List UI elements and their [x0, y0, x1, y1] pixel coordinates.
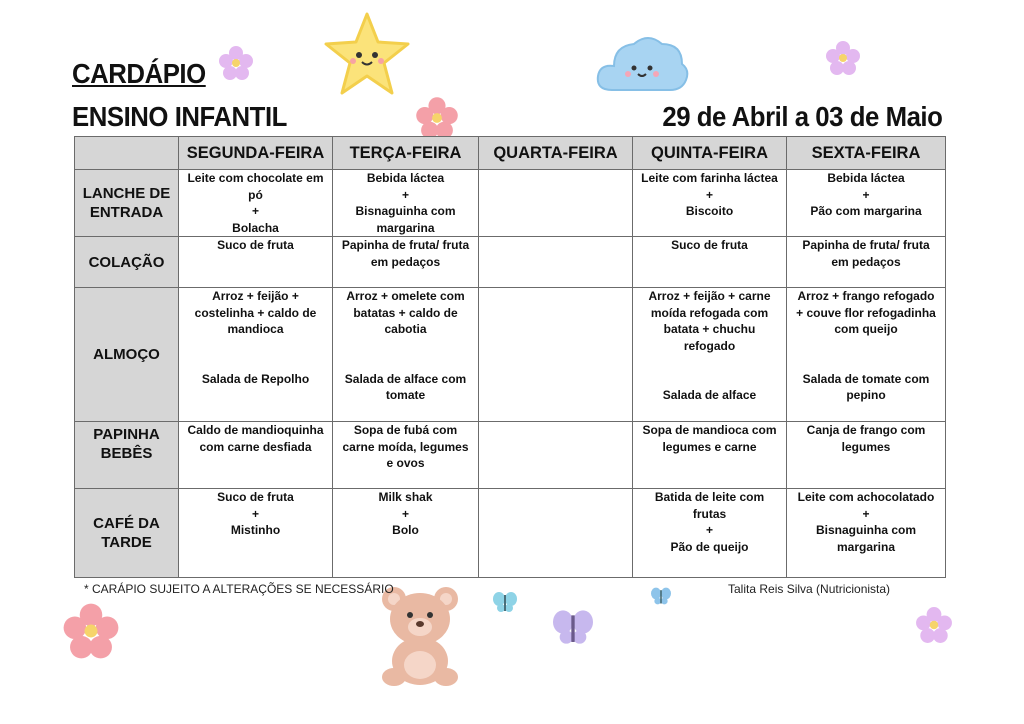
side-dish-line: Salada de tomate com: [802, 371, 930, 386]
nutritionist-signature: Talita Reis Silva (Nutricionista): [728, 582, 891, 596]
day-header-thursday: QUINTA-FEIRA: [633, 137, 787, 170]
menu-line: Sopa de mandioca com: [642, 423, 777, 437]
menu-line: Leite com achocolatado: [797, 490, 935, 504]
menu-cell: [787, 489, 946, 578]
menu-line: moída refogada com: [650, 305, 769, 320]
menu-line: Batida de leite com: [654, 490, 765, 504]
day-header-friday: SEXTA-FEIRA: [787, 137, 946, 170]
menu-line: Arroz + omelete com: [346, 289, 465, 303]
menu-cell-empty: [479, 288, 633, 422]
menu-line: refogado: [683, 338, 736, 353]
page-subtitle: ENSINO INFANTIL: [72, 101, 287, 132]
meal-label-line: LANCHE DE: [82, 185, 171, 202]
meal-label: [75, 288, 179, 422]
meal-label-line: COLAÇÃO: [88, 253, 165, 271]
meal-label: [75, 422, 179, 489]
day-header-tuesday: TERÇA-FEIRA: [333, 137, 479, 170]
menu-line: +: [862, 506, 870, 521]
menu-line: e ovos: [386, 456, 425, 470]
menu-cell: [179, 288, 333, 422]
menu-line: Leite com farinha láctea: [641, 171, 778, 185]
side-dish-line: Salada de Repolho: [201, 371, 310, 386]
menu-line: legumes: [841, 439, 891, 454]
menu-line: Pão com margarina: [810, 204, 922, 218]
menu-line: + couve flor refogadinha: [796, 305, 936, 320]
menu-line: Suco de fruta: [671, 238, 748, 252]
menu-line: Arroz + feijão +: [212, 289, 299, 303]
side-dish-line: tomate: [385, 388, 426, 402]
meal-label-line: CAFÉ DA: [93, 515, 160, 532]
menu-cell: [333, 170, 479, 237]
menu-line: +: [705, 187, 713, 202]
menu-table: [74, 136, 946, 578]
menu-line: +: [401, 187, 409, 202]
menu-cell-empty: [479, 237, 633, 288]
meal-row: [75, 288, 946, 422]
meal-label-line: PAPINHA: [93, 426, 160, 443]
side-dish-line: Salada de alface com: [344, 371, 467, 386]
header-row: [75, 137, 946, 170]
menu-line: Sopa de fubá com: [353, 423, 458, 437]
corner-cell: [75, 137, 179, 170]
menu-line: Milk shak: [378, 490, 433, 504]
menu-cell-empty: [479, 422, 633, 489]
side-dish-line: pepino: [846, 388, 886, 402]
menu-cell: [333, 288, 479, 422]
menu-line: Biscoito: [685, 204, 734, 218]
menu-line: pó: [248, 187, 263, 202]
menu-line: Leite com chocolate em: [187, 171, 324, 185]
menu-line: +: [705, 523, 713, 537]
meal-row: [75, 170, 946, 237]
menu-line: batata + chuchu: [663, 322, 756, 336]
meal-label-line: BEBÊS: [100, 445, 153, 462]
star-icon: [322, 10, 412, 98]
butterfly-icon: [492, 590, 518, 614]
menu-line: costelinha + caldo de: [194, 305, 317, 320]
menu-cell-empty: [479, 489, 633, 578]
menu-line: carne moída, legumes: [342, 439, 469, 454]
menu-cell: [179, 237, 333, 288]
menu-line: +: [862, 187, 870, 202]
menu-cell: [787, 170, 946, 237]
menu-cell: [787, 237, 946, 288]
meal-label-line: TARDE: [101, 534, 152, 551]
butterfly-icon: [650, 586, 672, 606]
menu-line: Bebida láctea: [366, 171, 445, 185]
flower-icon: [825, 40, 861, 76]
menu-line: +: [251, 506, 259, 521]
meal-label: [75, 170, 179, 237]
meal-label: [75, 489, 179, 578]
menu-line: Caldo de mandioquinha: [187, 423, 324, 437]
menu-line: Bolo: [392, 523, 419, 537]
flower-icon: [915, 606, 953, 644]
meal-label-line: ALMOÇO: [93, 346, 160, 363]
menu-line: com carne desfiada: [199, 439, 312, 454]
menu-line: Bolacha: [232, 220, 279, 235]
menu-line: batatas + caldo de: [353, 305, 458, 320]
menu-cell: [333, 422, 479, 489]
meal-label: [75, 237, 179, 288]
day-header-wednesday: QUARTA-FEIRA: [479, 137, 633, 170]
menu-cell: [633, 422, 787, 489]
menu-cell: [179, 170, 333, 237]
menu-line: Papinha de fruta/ fruta: [341, 238, 470, 252]
menu-line: mandioca: [227, 322, 284, 336]
menu-cell: [333, 237, 479, 288]
flower-icon: [218, 45, 254, 81]
butterfly-icon: [551, 607, 595, 647]
menu-line: frutas: [692, 506, 727, 521]
cloud-icon: [594, 30, 690, 96]
menu-cell: [787, 422, 946, 489]
menu-line: cabotia: [384, 322, 427, 336]
page-title: CARDÁPIO: [72, 58, 206, 89]
date-range: 29 de Abril a 03 de Maio: [661, 101, 942, 132]
menu-cell: [633, 489, 787, 578]
meal-row: [75, 422, 946, 489]
menu-line: Arroz + feijão + carne: [648, 289, 771, 303]
menu-line: Bebida láctea: [827, 171, 905, 185]
menu-line: Canja de frango com: [806, 423, 926, 437]
menu-line: margarina: [376, 220, 435, 235]
side-dish-line: Salada de alface: [662, 388, 757, 402]
menu-cell: [333, 489, 479, 578]
menu-disclaimer: * CARÁPIO SUJEITO A ALTERAÇÕES SE NECESSÁRIO: [84, 582, 394, 596]
menu-cell: [787, 288, 946, 422]
day-header-monday: SEGUNDA-FEIRA: [179, 137, 333, 170]
menu-line: Mistinho: [230, 523, 281, 537]
flower-icon: [415, 96, 459, 140]
menu-cell: [633, 288, 787, 422]
menu-line: Papinha de fruta/ fruta: [802, 238, 930, 252]
menu-line: em pedaços: [370, 254, 441, 269]
menu-cell: [179, 422, 333, 489]
menu-line: Arroz + frango refogado: [797, 289, 935, 303]
meal-label-line: ENTRADA: [89, 204, 164, 221]
menu-line: Bisnaguinha com: [815, 523, 916, 537]
menu-cell: [179, 489, 333, 578]
flower-icon: [62, 602, 120, 660]
menu-line: Suco de fruta: [217, 490, 294, 504]
menu-line: +: [401, 506, 409, 521]
menu-line: com queijo: [834, 322, 898, 336]
menu-line: legumes e carne: [662, 439, 757, 454]
menu-line: Bisnaguinha com: [355, 204, 456, 218]
menu-line: em pedaços: [831, 254, 901, 269]
menu-line: Pão de queijo: [670, 539, 749, 554]
menu-cell-empty: [479, 170, 633, 237]
meal-row: [75, 489, 946, 578]
menu-line: Suco de fruta: [217, 238, 294, 252]
menu-line: +: [251, 204, 259, 218]
teddy-bear-icon: [374, 583, 466, 687]
meal-row: [75, 237, 946, 288]
menu-cell: [633, 170, 787, 237]
menu-cell: [633, 237, 787, 288]
menu-line: margarina: [836, 539, 896, 554]
